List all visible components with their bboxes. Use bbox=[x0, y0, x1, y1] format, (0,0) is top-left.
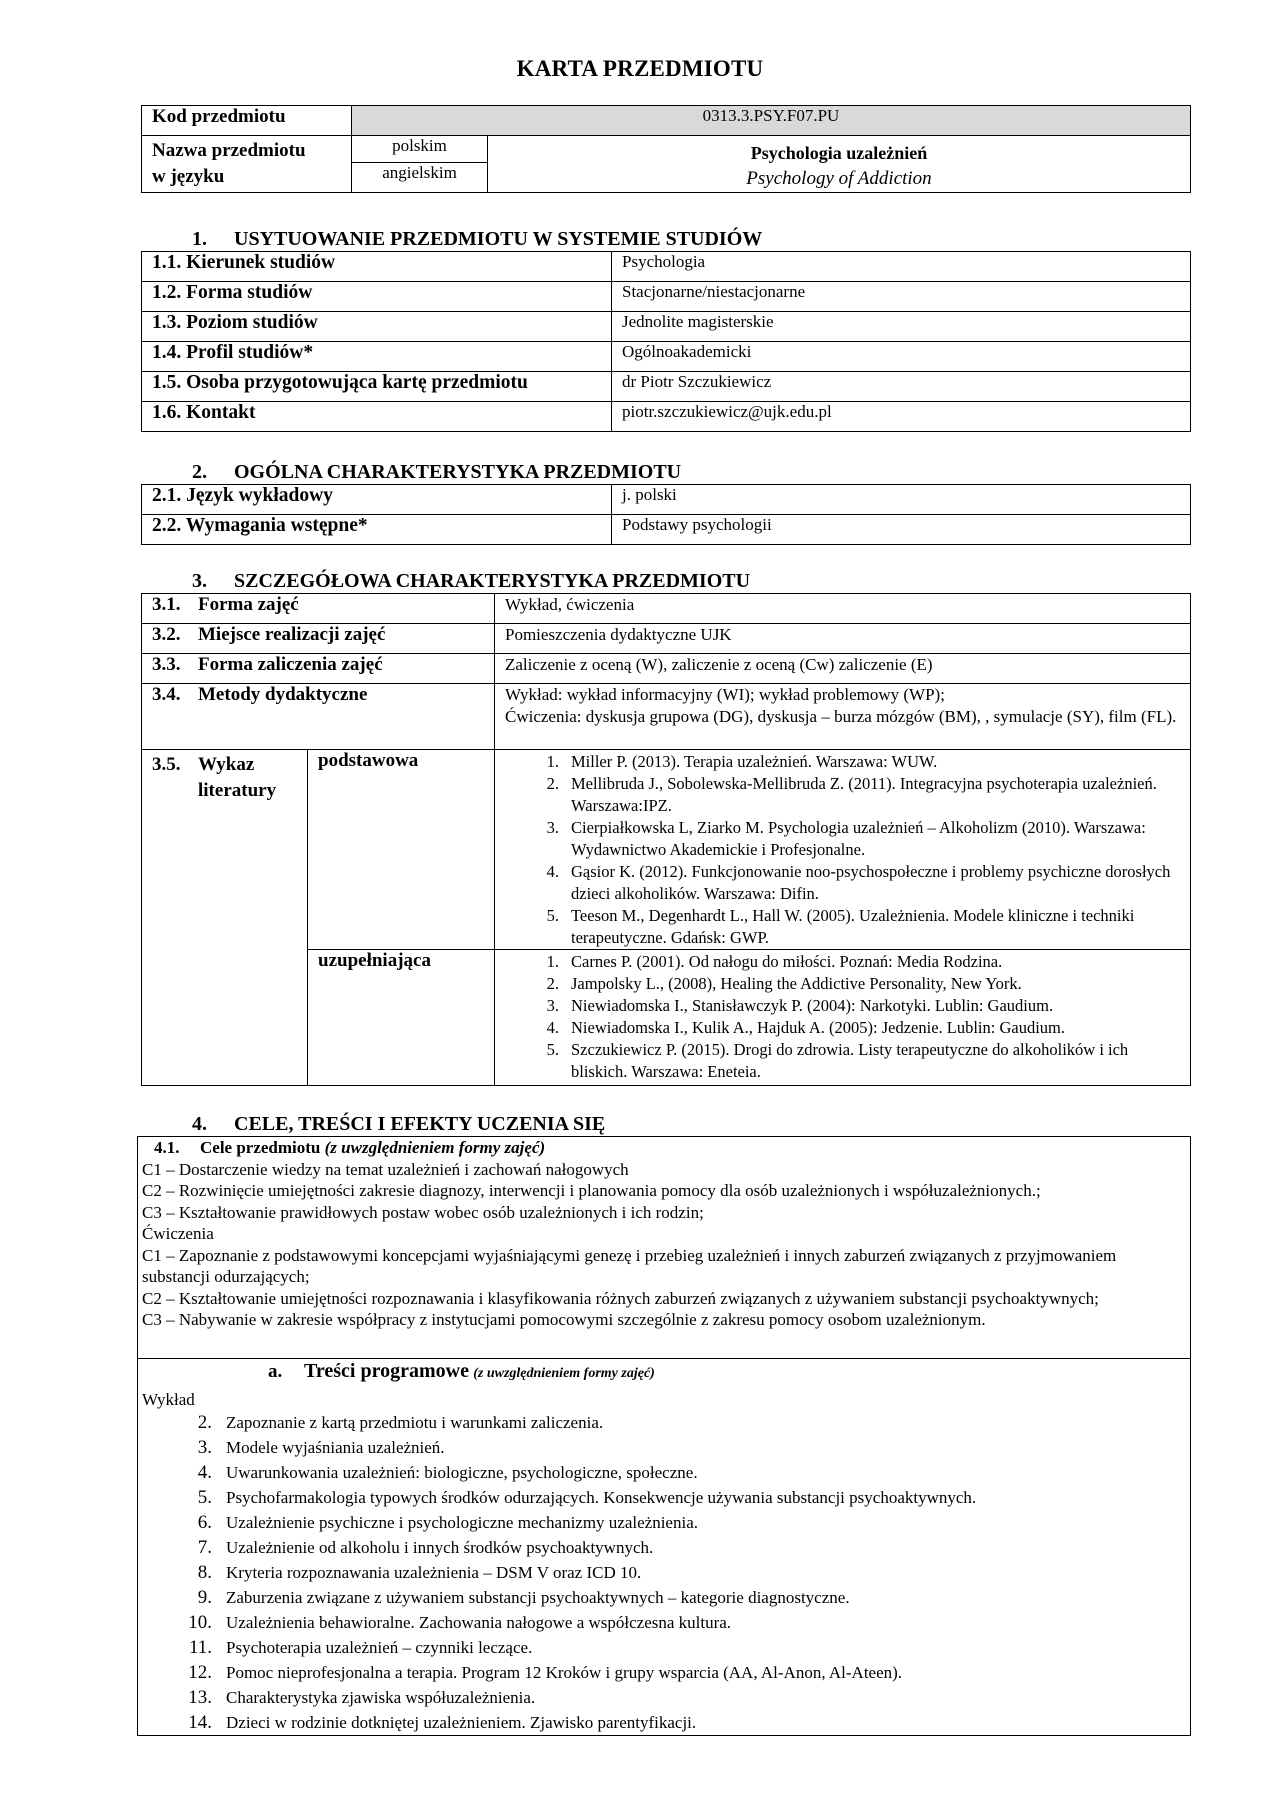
literature-item-number: 1. bbox=[546, 752, 559, 771]
program-item bbox=[142, 1460, 1186, 1485]
program-item bbox=[142, 1585, 1186, 1610]
s1-row-value: Ogólnoakademicki bbox=[612, 342, 1191, 372]
literature-item bbox=[546, 817, 1180, 861]
goal-line: C2 – Kształtowanie umiejętności rozpoznawania i klasyfikowania różnych zaburzeń związanych z używaniem substancji psychoaktywnych; bbox=[142, 1288, 1099, 1308]
program-item-text: Pomoc nieprofesjonalna a terapia. Program 12 Kroków i grupy wsparcia (AA, Al-Anon, Al-Ateen). bbox=[226, 1663, 903, 1682]
goal-line: Ćwiczenia bbox=[142, 1224, 214, 1243]
section3-title: SZCZEGÓŁOWA CHARAKTERYSTYKA PRZEDMIOTU bbox=[234, 570, 751, 592]
literature-item-text: Szczukiewicz P. (2015). Drogi do zdrowia. Listy terapeutyczne do alkoholików i ich bliskich. Warszawa: Eneteia. bbox=[571, 1040, 1129, 1081]
program-item-text: Uwarunkowania uzależnień: biologiczne, psychologiczne, społeczne. bbox=[226, 1463, 698, 1482]
program-item-text: Uzależnienie od alkoholu i innych środków psychoaktywnych. bbox=[226, 1538, 654, 1557]
name-label-line2: w języku bbox=[152, 166, 225, 187]
goals-list bbox=[142, 1159, 1186, 1331]
section1-table bbox=[141, 251, 1191, 432]
program-item bbox=[142, 1435, 1186, 1460]
literature-supp-label: uzupełniająca bbox=[308, 950, 495, 1086]
lang-pl: polskim bbox=[352, 136, 488, 163]
program-item-text: Psychofarmakologia typowych środków odurzających. Konsekwencje używania substancji psychoaktywnych. bbox=[226, 1488, 977, 1507]
program-item-number: 6. bbox=[197, 1512, 212, 1533]
program-item-number: 8. bbox=[197, 1562, 212, 1583]
section1-title: USYTUOWANIE PRZEDMIOTU W SYSTEMIE STUDIÓW bbox=[234, 228, 763, 250]
s1-row-value: piotr.szczukiewicz@ujk.edu.pl bbox=[612, 402, 1191, 432]
program-item-text: Kryteria rozpoznawania uzależnienia – DSM V oraz ICD 10. bbox=[226, 1563, 642, 1582]
literature-item bbox=[546, 1039, 1180, 1083]
subject-names bbox=[488, 136, 1191, 193]
program-item-number: 12. bbox=[188, 1662, 212, 1683]
program-item bbox=[142, 1635, 1186, 1660]
methods-exercises: Ćwiczenia: dyskusja grupowa (DG), dyskusja – burza mózgów (BM), , symulacje (SY), film (FL). bbox=[505, 707, 1177, 726]
program-item-text: Charakterystyka zjawiska współuzależnienia. bbox=[226, 1688, 536, 1707]
code-label: Kod przedmiotu bbox=[142, 106, 352, 136]
program-item bbox=[142, 1560, 1186, 1585]
program-item-text: Uzależnienie psychiczne i psychologiczne mechanizmy uzależnienia. bbox=[226, 1513, 698, 1532]
literature-item bbox=[546, 773, 1180, 817]
literature-item-text: Niewiadomska I., Kulik A., Hajduk A. (2005): Jedzenie. Lublin: Gaudium. bbox=[571, 1018, 1066, 1037]
goal-line: C3 – Nabywanie w zakresie współpracy z instytucjami pomocowymi szczególnie z zakresu pomocy osobom uzależnionym. bbox=[142, 1310, 986, 1329]
program-item-text: Zaburzenia związane z używaniem substancji psychoaktywnych – kategorie diagnostyczne. bbox=[226, 1588, 850, 1607]
goal-line: C2 – Rozwinięcie umiejętności zakresie diagnozy, interwencji i planowania pomocy dla osób uzależnionych i współuzależnionych.; bbox=[142, 1181, 1041, 1200]
s1-row-value: Stacjonarne/niestacjonarne bbox=[612, 282, 1191, 312]
program-item bbox=[142, 1710, 1186, 1735]
program-item-number: 9. bbox=[197, 1587, 212, 1608]
literature-item bbox=[546, 973, 1180, 995]
program-item bbox=[142, 1410, 1186, 1435]
program-list bbox=[142, 1410, 1186, 1735]
s3-credit-value: Zaliczenie z oceną (W), zaliczenie z oceną (Cw) zaliczenie (E) bbox=[495, 654, 1191, 684]
program-cell bbox=[138, 1359, 1191, 1736]
literature-item-text: Mellibruda J., Sobolewska-Mellibruda Z. (2011). Integracyjna psychoterapia uzależnień. Warszawa:IPZ. bbox=[571, 774, 1157, 815]
program-item bbox=[142, 1485, 1186, 1510]
s2-row-value: j. polski bbox=[612, 485, 1191, 515]
s3-literature-label: 3.5. Wykaz literatury bbox=[142, 750, 308, 1086]
program-item-number: 13. bbox=[188, 1687, 212, 1708]
program-item-text: Modele wyjaśniania uzależnień. bbox=[226, 1438, 445, 1457]
s2-row-value: Podstawy psychologii bbox=[612, 515, 1191, 545]
lang-en: angielskim bbox=[352, 163, 488, 193]
literature-item-text: Carnes P. (2001). Od nałogu do miłości. Poznań: Media Rodzina. bbox=[571, 952, 1003, 971]
program-item-text: Dzieci w rodzinie dotkniętej uzależnieniem. Zjawisko parentyfikacji. bbox=[226, 1713, 697, 1732]
header-table bbox=[141, 105, 1191, 193]
program-item-text: Psychoterapia uzależnień – czynniki leczące. bbox=[226, 1638, 533, 1657]
section3-number: 3. bbox=[192, 570, 207, 592]
program-item-text: Uzależnienia behawioralne. Zachowania nałogowe a współczesna kultura. bbox=[226, 1613, 732, 1632]
section4-heading bbox=[192, 1113, 605, 1136]
literature-item bbox=[546, 751, 1180, 773]
section4-number: 4. bbox=[192, 1113, 207, 1135]
literature-item-text: Niewiadomska I., Stanisławczyk P. (2004): Narkotyki. Lublin: Gaudium. bbox=[571, 996, 1054, 1015]
s1-row-label: 1.6. Kontakt bbox=[142, 402, 612, 432]
literature-item bbox=[546, 905, 1180, 949]
program-item bbox=[142, 1510, 1186, 1535]
s1-row-label: 1.4. Profil studiów* bbox=[142, 342, 612, 372]
s1-row-label: 1.2. Forma studiów bbox=[142, 282, 612, 312]
program-item-number: 3. bbox=[197, 1437, 212, 1458]
program-item-number: 5. bbox=[197, 1487, 212, 1508]
subject-name-en: Psychology of Addiction bbox=[746, 168, 932, 189]
literature-item-number: 5. bbox=[546, 1040, 559, 1059]
section1-number: 1. bbox=[192, 228, 207, 250]
goal-line: C1 – Dostarczenie wiedzy na temat uzależnień i zachowań nałogowych bbox=[142, 1159, 629, 1179]
s1-row-value: Jednolite magisterskie bbox=[612, 312, 1191, 342]
literature-item bbox=[546, 995, 1180, 1017]
literature-supp-list bbox=[505, 951, 1180, 1083]
literature-item-number: 4. bbox=[546, 1018, 559, 1037]
section3-table bbox=[141, 593, 1191, 1086]
s3-methods-label: 3.4. Metody dydaktyczne bbox=[142, 684, 495, 750]
literature-item-number: 3. bbox=[546, 996, 559, 1015]
goal-line: C3 – Kształtowanie prawidłowych postaw wobec osób uzależnionych i ich rodzin; bbox=[142, 1202, 704, 1222]
name-label bbox=[142, 136, 352, 193]
literature-item-number: 2. bbox=[546, 774, 559, 793]
section3-heading bbox=[192, 570, 750, 593]
literature-item bbox=[546, 951, 1180, 973]
goals-cell bbox=[138, 1137, 1191, 1359]
program-item-number: 11. bbox=[188, 1637, 212, 1658]
s1-row-label: 1.5. Osoba przygotowująca kartę przedmiotu bbox=[142, 372, 612, 402]
s2-row-label: 2.2. Wymagania wstępne* bbox=[142, 515, 612, 545]
program-item bbox=[142, 1610, 1186, 1635]
s3-credit-label: 3.3. Forma zaliczenia zajęć bbox=[142, 654, 495, 684]
literature-basic bbox=[495, 750, 1191, 950]
program-item bbox=[142, 1685, 1186, 1710]
literature-item-number: 2. bbox=[546, 974, 559, 993]
goal-line: C1 – Zapoznanie z podstawowymi koncepcjami wyjaśniającymi genezę i przebieg uzależnień i innych zaburzeń związanych z przyjmowaniem substancji odurzających; bbox=[142, 1245, 1117, 1286]
literature-item-number: 4. bbox=[546, 862, 559, 881]
document-title: KARTA PRZEDMIOTU bbox=[516, 56, 764, 81]
section2-table bbox=[141, 484, 1191, 545]
literature-item bbox=[546, 1017, 1180, 1039]
goals-heading: 4.1. Cele przedmiotu (z uwzględnieniem formy zajęć) bbox=[154, 1138, 546, 1157]
program-item-text: Zapoznanie z kartą przedmiotu i warunkami zaliczenia. bbox=[226, 1413, 604, 1432]
s2-row-label: 2.1. Język wykładowy bbox=[142, 485, 612, 515]
program-heading: a. Treści programowe (z uwzględnieniem formy zajęć) bbox=[268, 1360, 655, 1382]
program-item-number: 2. bbox=[197, 1412, 212, 1433]
s3-place-value: Pomieszczenia dydaktyczne UJK bbox=[495, 624, 1191, 654]
literature-item-text: Jampolsky L., (2008), Healing the Addictive Personality, New York. bbox=[571, 974, 1022, 993]
literature-item-text: Miller P. (2013). Terapia uzależnień. Warszawa: WUW. bbox=[571, 752, 938, 771]
section1-heading bbox=[192, 228, 762, 251]
name-label-line1: Nazwa przedmiotu bbox=[152, 140, 306, 161]
s3-methods-value bbox=[495, 684, 1191, 750]
literature-item bbox=[546, 861, 1180, 905]
s1-row-label: 1.3. Poziom studiów bbox=[142, 312, 612, 342]
s3-form-label: 3.1. Forma zajęć bbox=[142, 594, 495, 624]
section4-table bbox=[137, 1136, 1191, 1736]
s3-form-value: Wykład, ćwiczenia bbox=[495, 594, 1191, 624]
literature-item-text: Cierpiałkowska L, Ziarko M. Psychologia uzależnień – Alkoholizm (2010). Warszawa: Wydawnictwo Akademickie i Profesjonalne. bbox=[571, 818, 1146, 859]
section2-number: 2. bbox=[192, 461, 207, 483]
literature-item-number: 3. bbox=[546, 818, 559, 837]
literature-supp bbox=[495, 950, 1191, 1086]
s1-row-value: Psychologia bbox=[612, 252, 1191, 282]
section2-heading bbox=[192, 461, 681, 484]
program-item-number: 4. bbox=[197, 1462, 212, 1483]
s1-row-value: dr Piotr Szczukiewicz bbox=[612, 372, 1191, 402]
s3-place-label: 3.2. Miejsce realizacji zajęć bbox=[142, 624, 495, 654]
s1-row-label: 1.1. Kierunek studiów bbox=[142, 252, 612, 282]
section4-title: CELE, TREŚCI I EFEKTY UCZENIA SIĘ bbox=[234, 1113, 606, 1135]
code-value: 0313.3.PSY.F07.PU bbox=[352, 106, 1191, 136]
program-item-number: 10. bbox=[188, 1612, 212, 1633]
literature-item-number: 1. bbox=[546, 952, 559, 971]
program-item-number: 14. bbox=[188, 1712, 212, 1733]
section2-title: OGÓLNA CHARAKTERYSTYKA PRZEDMIOTU bbox=[234, 461, 682, 483]
program-item bbox=[142, 1535, 1186, 1560]
literature-item-text: Gąsior K. (2012). Funkcjonowanie noo-psychospołeczne i problemy psychiczne dorosłych dzieci alkoholików. Warszawa: Difin. bbox=[571, 862, 1171, 903]
subject-name-pl: Psychologia uzależnień bbox=[750, 143, 928, 163]
literature-basic-label: podstawowa bbox=[308, 750, 495, 950]
program-subheading: Wykład bbox=[142, 1389, 195, 1409]
methods-lecture: Wykład: wykład informacyjny (WI); wykład problemowy (WP); bbox=[505, 685, 945, 704]
literature-item-text: Teeson M., Degenhardt L., Hall W. (2005). Uzależnienia. Modele kliniczne i techniki terapeutyczne. Gdańsk: GWP. bbox=[571, 906, 1135, 947]
literature-item-number: 5. bbox=[546, 906, 559, 925]
literature-basic-list bbox=[505, 751, 1180, 949]
program-item bbox=[142, 1660, 1186, 1685]
program-item-number: 7. bbox=[197, 1537, 212, 1558]
